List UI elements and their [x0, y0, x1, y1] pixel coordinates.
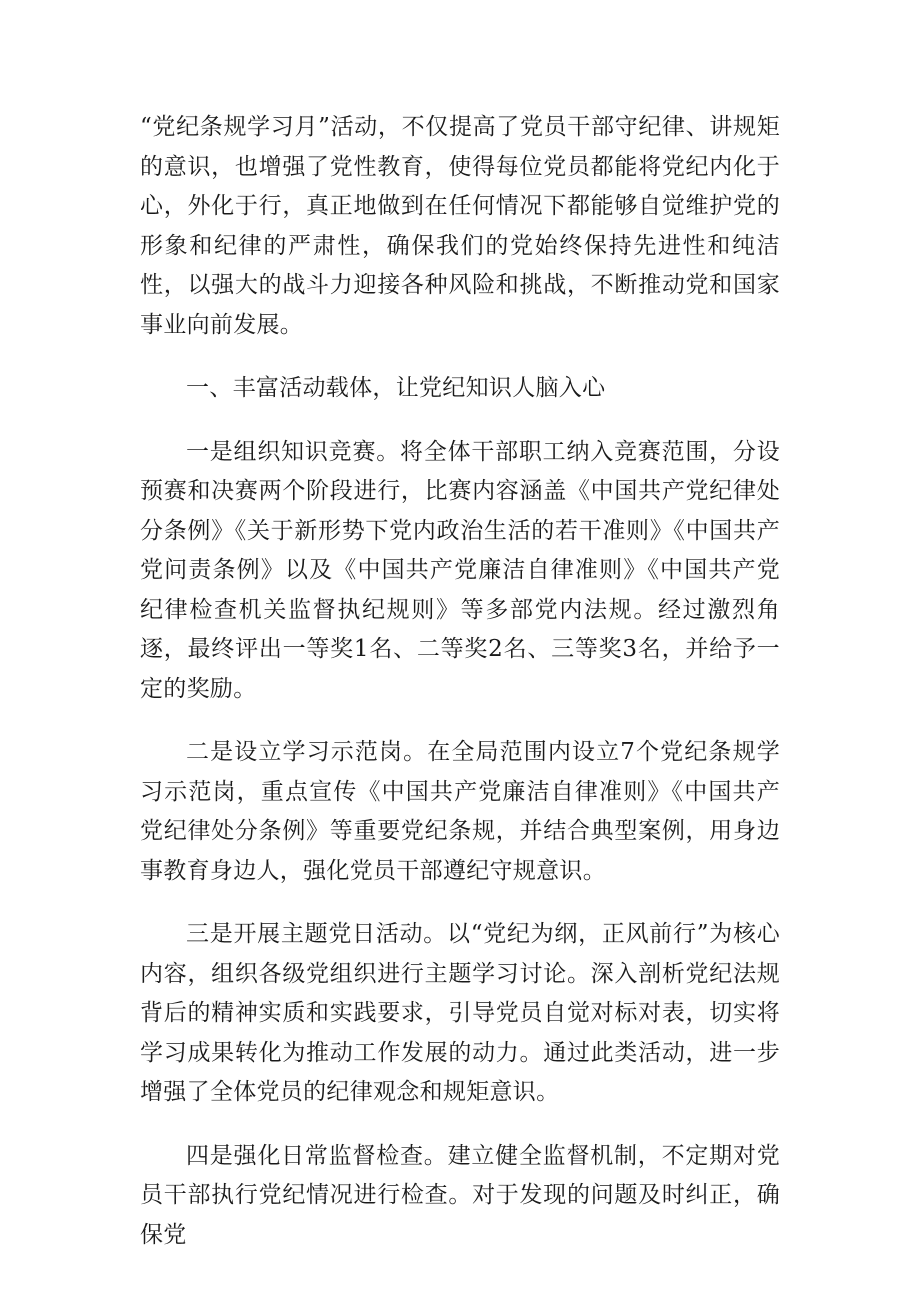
document-body — [140, 108, 780, 1279]
paragraph-intro: “党纪条规学习月”活动，不仅提高了党员干部守纪律、讲规矩的意识，也增强了党性教育，使得每位党员都能将党纪内化于心，外化于行，真正地做到在任何情况下都能够自觉维护党的形象和纪律的严肃性，确保我们的党始终保持先进性和纯洁性，以强大的战斗力迎接各种风险和挑战，不断推动党和国家事业向前发展。 — [140, 114, 780, 338]
paragraph-knowledge-contest: 一是组织知识竞赛。将全体干部职工纳入竞赛范围，分设预赛和决赛两个阶段进行，比赛内容涵盖《中国共产党纪律处分条例》《关于新形势下党内政治生活的若干准则》《中国共产党问责条例》以及《中国共产党廉洁自律准则》《中国共产党纪律检查机关监督执纪规则》等多部党内法规。经过激烈角逐，最终评出一等奖1名、二等奖2名、三等奖3名，并给予一定的奖励。 — [140, 438, 780, 702]
paragraph-daily-supervision: 四是强化日常监督检查。建立健全监督机制，不定期对党员干部执行党纪情况进行检查。对于发现的问题及时纠正，确保党 — [140, 1142, 780, 1248]
paragraph-theme-party-day: 三是开展主题党日活动。以“党纪为纲，正风前行”为核心内容，组织各级党组织进行主题学习讨论。深入剖析党纪法规背后的精神实质和实践要求，引导党员自觉对标对表，切实将学习成果转化为推动工作发展的动力。通过此类活动，进一步增强了全体党员的纪律观念和规矩意识。 — [140, 921, 780, 1105]
paragraph-demonstration-post: 二是设立学习示范岗。在全局范围内设立7个党纪条规学习示范岗，重点宣传《中国共产党廉洁自律准则》《中国共产党纪律处分条例》等重要党纪条规，并结合典型案例，用身边事教育身边人，强化党员干部遵纪守规意识。 — [140, 739, 780, 884]
section-heading: 一、丰富活动载体，让党纪知识人脑入心 — [186, 375, 606, 401]
